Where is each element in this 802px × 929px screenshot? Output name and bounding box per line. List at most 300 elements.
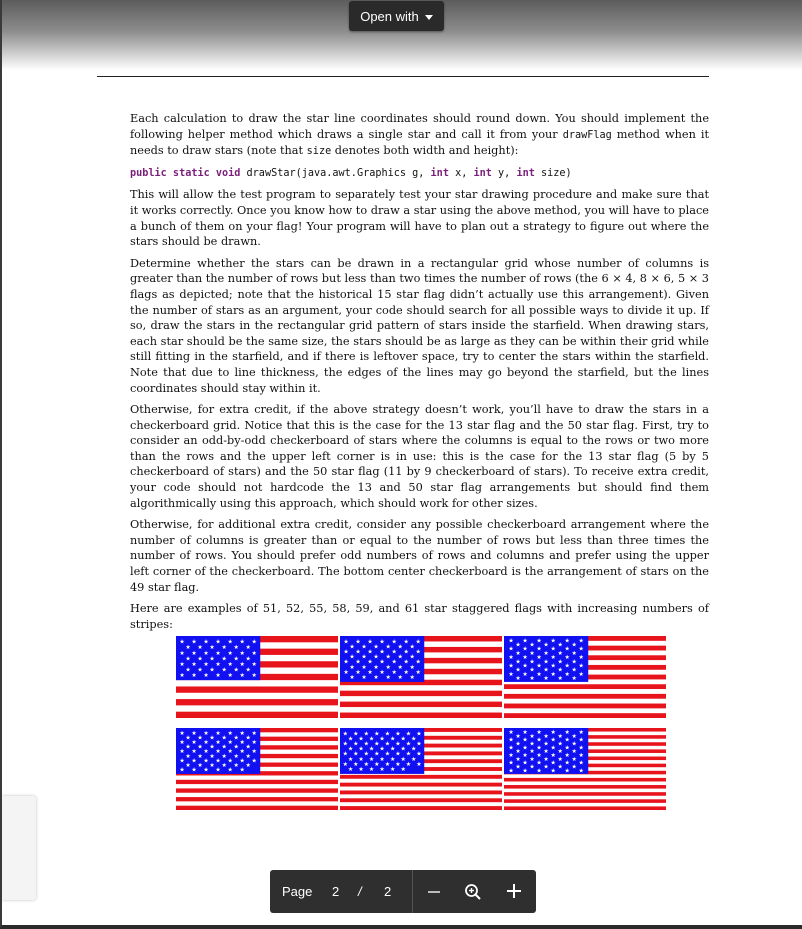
- flag-star: ★: [251, 748, 257, 756]
- flag-star: ★: [379, 668, 385, 676]
- flag-star: ★: [203, 748, 209, 756]
- flag-star: ★: [374, 760, 380, 768]
- flag-stripe: [340, 802, 502, 806]
- flag-star: ★: [515, 666, 521, 674]
- flag-star: ★: [550, 637, 556, 645]
- flag-star: ★: [564, 662, 570, 670]
- flag-star: ★: [233, 655, 239, 663]
- flag-star: ★: [245, 644, 251, 652]
- flag-star: ★: [415, 638, 421, 646]
- flag-star: ★: [355, 638, 361, 646]
- flag-star: ★: [349, 663, 355, 671]
- page-navigation-bar: [270, 870, 536, 913]
- flag-star: ★: [233, 644, 239, 652]
- flag-star: ★: [515, 649, 521, 657]
- flag-star: ★: [536, 670, 542, 678]
- flag-star: ★: [508, 645, 514, 653]
- flag-star: ★: [374, 740, 380, 748]
- flag-star: ★: [543, 674, 549, 682]
- flag-star: ★: [515, 641, 521, 649]
- flag-star: ★: [411, 745, 417, 753]
- flag-star: ★: [543, 740, 549, 748]
- flag-star: ★: [395, 750, 401, 758]
- code-drawflag: drawFlag: [562, 129, 612, 141]
- flag-star: ★: [347, 766, 354, 774]
- flag-star: ★: [343, 648, 349, 656]
- open-with-button[interactable]: [349, 1, 444, 31]
- flag-star: ★: [515, 658, 521, 666]
- flag-star: ★: [358, 755, 364, 763]
- flag-star: ★: [571, 755, 577, 763]
- flag-star: ★: [358, 735, 364, 743]
- flag-star: ★: [416, 740, 422, 748]
- flag-star: ★: [529, 748, 535, 756]
- flag-star: ★: [536, 637, 542, 645]
- flag-star: ★: [536, 729, 542, 737]
- flag-star: ★: [508, 662, 514, 670]
- flag-star: ★: [529, 666, 535, 674]
- flag-star: ★: [179, 638, 185, 646]
- flag-star: ★: [405, 730, 412, 738]
- flag-star: ★: [185, 743, 191, 751]
- flag-star: ★: [409, 674, 415, 682]
- flag-star: ★: [536, 662, 542, 670]
- flag-star: ★: [557, 658, 563, 666]
- flag-star: ★: [385, 674, 391, 682]
- flag-star: ★: [508, 637, 514, 645]
- flag-stripe: [176, 780, 338, 785]
- flag-star: ★: [389, 755, 396, 763]
- flag-star: ★: [203, 738, 209, 746]
- flag-star: ★: [373, 653, 379, 661]
- flag-star: ★: [185, 734, 191, 742]
- flag-star: ★: [209, 734, 215, 742]
- flag-star: ★: [397, 643, 403, 651]
- flag-star: ★: [203, 660, 209, 668]
- flag-star: ★: [215, 649, 221, 657]
- flag-star: ★: [215, 638, 221, 646]
- flag-star: ★: [215, 748, 221, 756]
- flag-52-stars: [340, 636, 502, 718]
- flag-star: ★: [191, 649, 197, 657]
- flag-star: ★: [564, 654, 570, 662]
- flag-star: ★: [529, 674, 535, 682]
- flag-star: ★: [557, 666, 563, 674]
- flag-star: ★: [179, 660, 185, 668]
- flag-star: ★: [191, 748, 197, 756]
- flag-star: ★: [543, 641, 549, 649]
- flag-star: ★: [355, 658, 361, 666]
- flag-star: ★: [251, 660, 257, 668]
- flag-star: ★: [550, 736, 556, 744]
- paragraph-helper-intro: Each calculation to draw the star line coordinates should round down. You should implement the following helper method which draws a single star and call it from your drawFlag method when it needs to draw stars (note that size denotes both width and height):: [130, 112, 709, 158]
- flag-star: ★: [215, 757, 221, 765]
- flag-star: ★: [550, 654, 556, 662]
- flag-star: ★: [373, 674, 379, 682]
- flag-star: ★: [215, 766, 221, 774]
- flag-star: ★: [233, 734, 239, 742]
- flag-star: ★: [571, 649, 577, 657]
- flag-star: ★: [347, 755, 354, 763]
- flag-stripe: [504, 806, 666, 810]
- paragraph-examples-caption: Here are examples of 51, 52, 55, 58, 59, and 61 star staggered flags with increasing numbers of stripes:: [130, 602, 709, 631]
- flag-star: ★: [368, 755, 375, 763]
- flag-star: ★: [389, 735, 396, 743]
- flag-stripe: [176, 784, 338, 789]
- flag-star: ★: [239, 638, 245, 646]
- flag-star: ★: [363, 760, 370, 768]
- flag-star: ★: [239, 649, 245, 657]
- paragraph-rectangular-grid: Determine whether the stars can be drawn in a rectangular grid whose number of columns is greater than the number of rows but less than two times the number of rows (the 6 × 4, 8 × 6, 5 × 3 flags as depicted; note that the historical 15 star flag didn’t actually use this arrangement). Given the number of stars as an argument, your code should search for all possible ways to divide it up. If so, draw the stars in the rectangular grid pattern of stars inside the starfield. When drawing stars, each star should be the same size, the stars should be as large as they can be within their grid while still fitting in the starfield, and if there is leftover space, try to center the stars within the starfield. Note that due to line thickness, the edges of the lines may go beyond the starfield, but the lines coordinates should stay within it.: [130, 256, 709, 395]
- flag-star: ★: [536, 744, 542, 752]
- flag-star: ★: [342, 730, 348, 738]
- flag-star: ★: [400, 735, 406, 743]
- flag-star: ★: [403, 658, 409, 666]
- flag-61-stars: [504, 728, 666, 810]
- flag-star: ★: [384, 760, 391, 768]
- flag-star: ★: [397, 674, 403, 682]
- flag-star: ★: [571, 674, 577, 682]
- flag-star: ★: [358, 745, 364, 753]
- flag-star: ★: [191, 738, 197, 746]
- flag-star: ★: [415, 668, 421, 676]
- flag-star: ★: [251, 729, 257, 737]
- flag-star: ★: [578, 670, 584, 678]
- flag-star: ★: [233, 743, 239, 751]
- flag-star: ★: [397, 663, 403, 671]
- flag-star: ★: [529, 641, 535, 649]
- flag-star: ★: [363, 750, 370, 758]
- flag-star: ★: [550, 767, 556, 775]
- flag-star: ★: [415, 648, 421, 656]
- flag-star: ★: [227, 748, 233, 756]
- flag-stripe: [504, 713, 666, 718]
- flag-star: ★: [405, 750, 412, 758]
- flag-star: ★: [353, 760, 359, 768]
- flag-star: ★: [349, 653, 355, 661]
- flag-star: ★: [215, 738, 221, 746]
- chevron-left-icon: [0, 841, 7, 854]
- flag-star: ★: [233, 666, 239, 674]
- flag-star: ★: [209, 752, 215, 760]
- flag-star: ★: [251, 671, 257, 679]
- flag-star: ★: [191, 766, 197, 774]
- flag-star: ★: [353, 750, 359, 758]
- flag-stripe: [176, 680, 338, 687]
- flag-star: ★: [389, 745, 396, 753]
- flag-star: ★: [179, 748, 185, 756]
- zoom-out-icon[interactable]: [428, 891, 440, 893]
- flag-star: ★: [405, 760, 412, 768]
- flag-stripe: [504, 792, 666, 796]
- flag-star: ★: [529, 763, 535, 771]
- flag-star: ★: [347, 745, 354, 753]
- flag-stripe: [504, 789, 666, 793]
- flag-star: ★: [197, 655, 203, 663]
- flag-star: ★: [227, 757, 233, 765]
- flag-star: ★: [515, 748, 521, 756]
- flag-star: ★: [203, 729, 209, 737]
- zoom-in-icon[interactable]: [506, 883, 522, 899]
- flag-star: ★: [409, 663, 415, 671]
- flag-star: ★: [550, 645, 556, 653]
- flag-star: ★: [227, 649, 233, 657]
- flag-star: ★: [416, 730, 422, 738]
- flag-star: ★: [385, 663, 391, 671]
- flag-star: ★: [522, 751, 528, 759]
- flag-star: ★: [578, 767, 584, 775]
- flag-star: ★: [379, 745, 385, 753]
- flag-star: ★: [197, 761, 203, 769]
- flag-star: ★: [578, 645, 584, 653]
- flag-star: ★: [251, 638, 257, 646]
- flag-star: ★: [373, 663, 379, 671]
- flag-star: ★: [203, 671, 209, 679]
- flag-star: ★: [529, 658, 535, 666]
- flag-star: ★: [405, 740, 412, 748]
- flag-star: ★: [384, 740, 391, 748]
- flag-star: ★: [536, 645, 542, 653]
- side-panel-tab[interactable]: [2, 796, 36, 900]
- flag-star: ★: [227, 738, 233, 746]
- flag-star: ★: [578, 637, 584, 645]
- flag-star: ★: [564, 767, 570, 775]
- flag-star: ★: [389, 766, 396, 774]
- method-signature: public static void drawStar(java.awt.Graphics g, int x, int y, int size): [130, 167, 572, 179]
- flag-star: ★: [536, 736, 542, 744]
- flag-star: ★: [209, 655, 215, 663]
- flag-star: ★: [403, 668, 409, 676]
- flag-star: ★: [245, 655, 251, 663]
- flag-star: ★: [508, 729, 514, 737]
- flag-star: ★: [361, 674, 367, 682]
- flag-star: ★: [347, 735, 354, 743]
- flag-star: ★: [564, 751, 570, 759]
- flag-star: ★: [564, 736, 570, 744]
- flag-star: ★: [197, 734, 203, 742]
- flag-star: ★: [557, 649, 563, 657]
- flag-star: ★: [571, 763, 577, 771]
- flag-star: ★: [508, 767, 514, 775]
- flag-star: ★: [543, 649, 549, 657]
- flag-star: ★: [197, 666, 203, 674]
- flag-star: ★: [368, 735, 375, 743]
- page-separator: /: [358, 884, 362, 899]
- flag-star: ★: [179, 766, 185, 774]
- flag-51-stars: [176, 636, 338, 718]
- flag-star: ★: [179, 729, 185, 737]
- flag-stripe: [504, 704, 666, 709]
- flag-star: ★: [385, 653, 391, 661]
- flag-star: ★: [411, 755, 417, 763]
- flag-star: ★: [522, 744, 528, 752]
- flag-stripe: [340, 696, 502, 702]
- flag-star: ★: [185, 655, 191, 663]
- flag-star: ★: [550, 662, 556, 670]
- flag-star: ★: [353, 740, 359, 748]
- flag-star: ★: [215, 671, 221, 679]
- paragraph-additional-credit: Otherwise, for additional extra credit, consider any possible checkerboard arrangement where the number of columns is greater than or equal to the number of rows but less than three times the number of rows. You should prefer odd numbers of rows and columns and prefer using the upper left corner of the checkerboard. The bottom center checkerboard is the arrangement of stars on the 49 star flag.: [130, 518, 709, 594]
- flag-star: ★: [349, 643, 355, 651]
- flag-star: ★: [367, 638, 373, 646]
- flag-star: ★: [361, 653, 367, 661]
- flag-stripe: [340, 790, 502, 794]
- flag-star: ★: [191, 757, 197, 765]
- flag-star: ★: [379, 735, 385, 743]
- flag-star: ★: [557, 748, 563, 756]
- flag-star: ★: [416, 750, 422, 758]
- pager-divider: [412, 870, 413, 913]
- flag-stripe: [504, 781, 666, 785]
- flag-star: ★: [185, 761, 191, 769]
- page-label: Page: [282, 884, 313, 899]
- flag-star: ★: [197, 752, 203, 760]
- flag-stripe: [504, 694, 666, 699]
- flag-star: ★: [191, 729, 197, 737]
- flag-59-stars: [340, 728, 502, 810]
- flag-star: ★: [251, 757, 257, 765]
- flag-star: ★: [368, 745, 375, 753]
- flag-star: ★: [564, 759, 570, 767]
- current-page-number[interactable]: 2: [332, 884, 340, 899]
- flag-star: ★: [384, 730, 391, 738]
- flag-star: ★: [239, 748, 245, 756]
- flag-star: ★: [391, 668, 397, 676]
- flag-star: ★: [343, 668, 349, 676]
- flag-stripe: [340, 713, 502, 718]
- flag-star: ★: [239, 757, 245, 765]
- flag-stripe: [340, 787, 502, 791]
- flag-star: ★: [397, 653, 403, 661]
- flag-star: ★: [557, 755, 563, 763]
- flag-star: ★: [409, 653, 415, 661]
- flag-star: ★: [179, 757, 185, 765]
- zoom-fit-icon[interactable]: [464, 883, 482, 901]
- flag-star: ★: [411, 735, 417, 743]
- flag-star: ★: [342, 740, 348, 748]
- flag-star: ★: [379, 658, 385, 666]
- flag-star: ★: [373, 643, 379, 651]
- flag-stripe: [504, 778, 666, 782]
- flag-star: ★: [227, 766, 233, 774]
- flag-star: ★: [508, 670, 514, 678]
- flag-star: ★: [536, 759, 542, 767]
- flag-star: ★: [227, 638, 233, 646]
- flag-star: ★: [221, 666, 227, 674]
- flag-star: ★: [536, 654, 542, 662]
- flag-stripe: [504, 803, 666, 807]
- flag-star: ★: [239, 766, 245, 774]
- flag-star: ★: [203, 638, 209, 646]
- flag-star: ★: [550, 759, 556, 767]
- flag-star: ★: [221, 743, 227, 751]
- flag-star: ★: [358, 766, 364, 774]
- flag-star: ★: [403, 638, 409, 646]
- flag-star: ★: [209, 743, 215, 751]
- flag-star: ★: [522, 729, 528, 737]
- code-size: size: [306, 146, 332, 158]
- flag-star: ★: [522, 767, 528, 775]
- flag-star: ★: [571, 748, 577, 756]
- flag-star: ★: [508, 654, 514, 662]
- flag-star: ★: [179, 649, 185, 657]
- flag-star: ★: [508, 759, 514, 767]
- flag-star: ★: [342, 750, 348, 758]
- flag-star: ★: [361, 643, 367, 651]
- flag-star: ★: [221, 734, 227, 742]
- flag-star: ★: [557, 641, 563, 649]
- flag-star: ★: [179, 671, 185, 679]
- flag-star: ★: [203, 766, 209, 774]
- caret-down-icon: [425, 15, 433, 20]
- flag-star: ★: [185, 644, 191, 652]
- flag-star: ★: [209, 644, 215, 652]
- flag-star: ★: [557, 740, 563, 748]
- flag-star: ★: [550, 729, 556, 737]
- flag-stripe: [340, 806, 502, 810]
- flag-star: ★: [578, 729, 584, 737]
- flag-star: ★: [571, 740, 577, 748]
- flag-star: ★: [227, 729, 233, 737]
- flag-star: ★: [543, 666, 549, 674]
- flag-star: ★: [355, 648, 361, 656]
- flag-star: ★: [543, 755, 549, 763]
- flag-star: ★: [251, 649, 257, 657]
- flag-star: ★: [349, 674, 355, 682]
- flag-star: ★: [543, 658, 549, 666]
- flag-star: ★: [522, 637, 528, 645]
- flag-star: ★: [385, 643, 391, 651]
- flag-star: ★: [221, 752, 227, 760]
- flag-star: ★: [529, 732, 535, 740]
- flag-star: ★: [374, 730, 380, 738]
- flag-star: ★: [342, 760, 348, 768]
- flag-58-stars: [176, 728, 338, 810]
- flag-stripe: [176, 699, 338, 706]
- flag-star: ★: [564, 637, 570, 645]
- flag-star: ★: [251, 738, 257, 746]
- flag-stripe: [176, 801, 338, 806]
- flag-star: ★: [557, 763, 563, 771]
- total-pages: 2: [384, 884, 392, 899]
- flag-stripe: [176, 693, 338, 700]
- flag-star: ★: [245, 666, 251, 674]
- flag-stripe: [340, 775, 502, 779]
- flag-star: ★: [191, 671, 197, 679]
- flag-stripe: [504, 708, 666, 713]
- flag-star: ★: [395, 760, 401, 768]
- paragraph-checkerboard: Otherwise, for extra credit, if the above strategy doesn’t work, you’ll have to draw the stars in a checkerboard grid. Notice that this is the case for the 13 star flag and the 50 star flag. First, try to consider an odd-by-odd checkerboard of stars where the columns is equal to the rows or two more than the rows and the upper left corner is in use: this is the case for the 13 star flag (5 by 5 checkerboard of stars) and the 50 star flag (11 by 9 checkerboard of stars). To receive extra credit, your code should not hardcode the 13 and 50 star flag arrangements but should find them algorithmically using this approach, which should work for other sizes.: [130, 403, 709, 510]
- flag-star: ★: [384, 750, 391, 758]
- flag-star: ★: [543, 732, 549, 740]
- flag-stripe: [176, 797, 338, 802]
- flag-stripe: [504, 796, 666, 800]
- flag-star: ★: [400, 766, 406, 774]
- flag-star: ★: [391, 638, 397, 646]
- flag-stripe: [504, 684, 666, 689]
- flag-stripe: [504, 799, 666, 803]
- flag-stripe: [340, 783, 502, 787]
- flag-star: ★: [215, 729, 221, 737]
- flag-star: ★: [343, 658, 349, 666]
- flag-star: ★: [578, 654, 584, 662]
- flag-stripe: [340, 779, 502, 783]
- flag-stripe: [176, 705, 338, 712]
- flag-star: ★: [543, 748, 549, 756]
- flag-stripe: [340, 685, 502, 691]
- flag-star: ★: [245, 761, 251, 769]
- flag-star: ★: [564, 645, 570, 653]
